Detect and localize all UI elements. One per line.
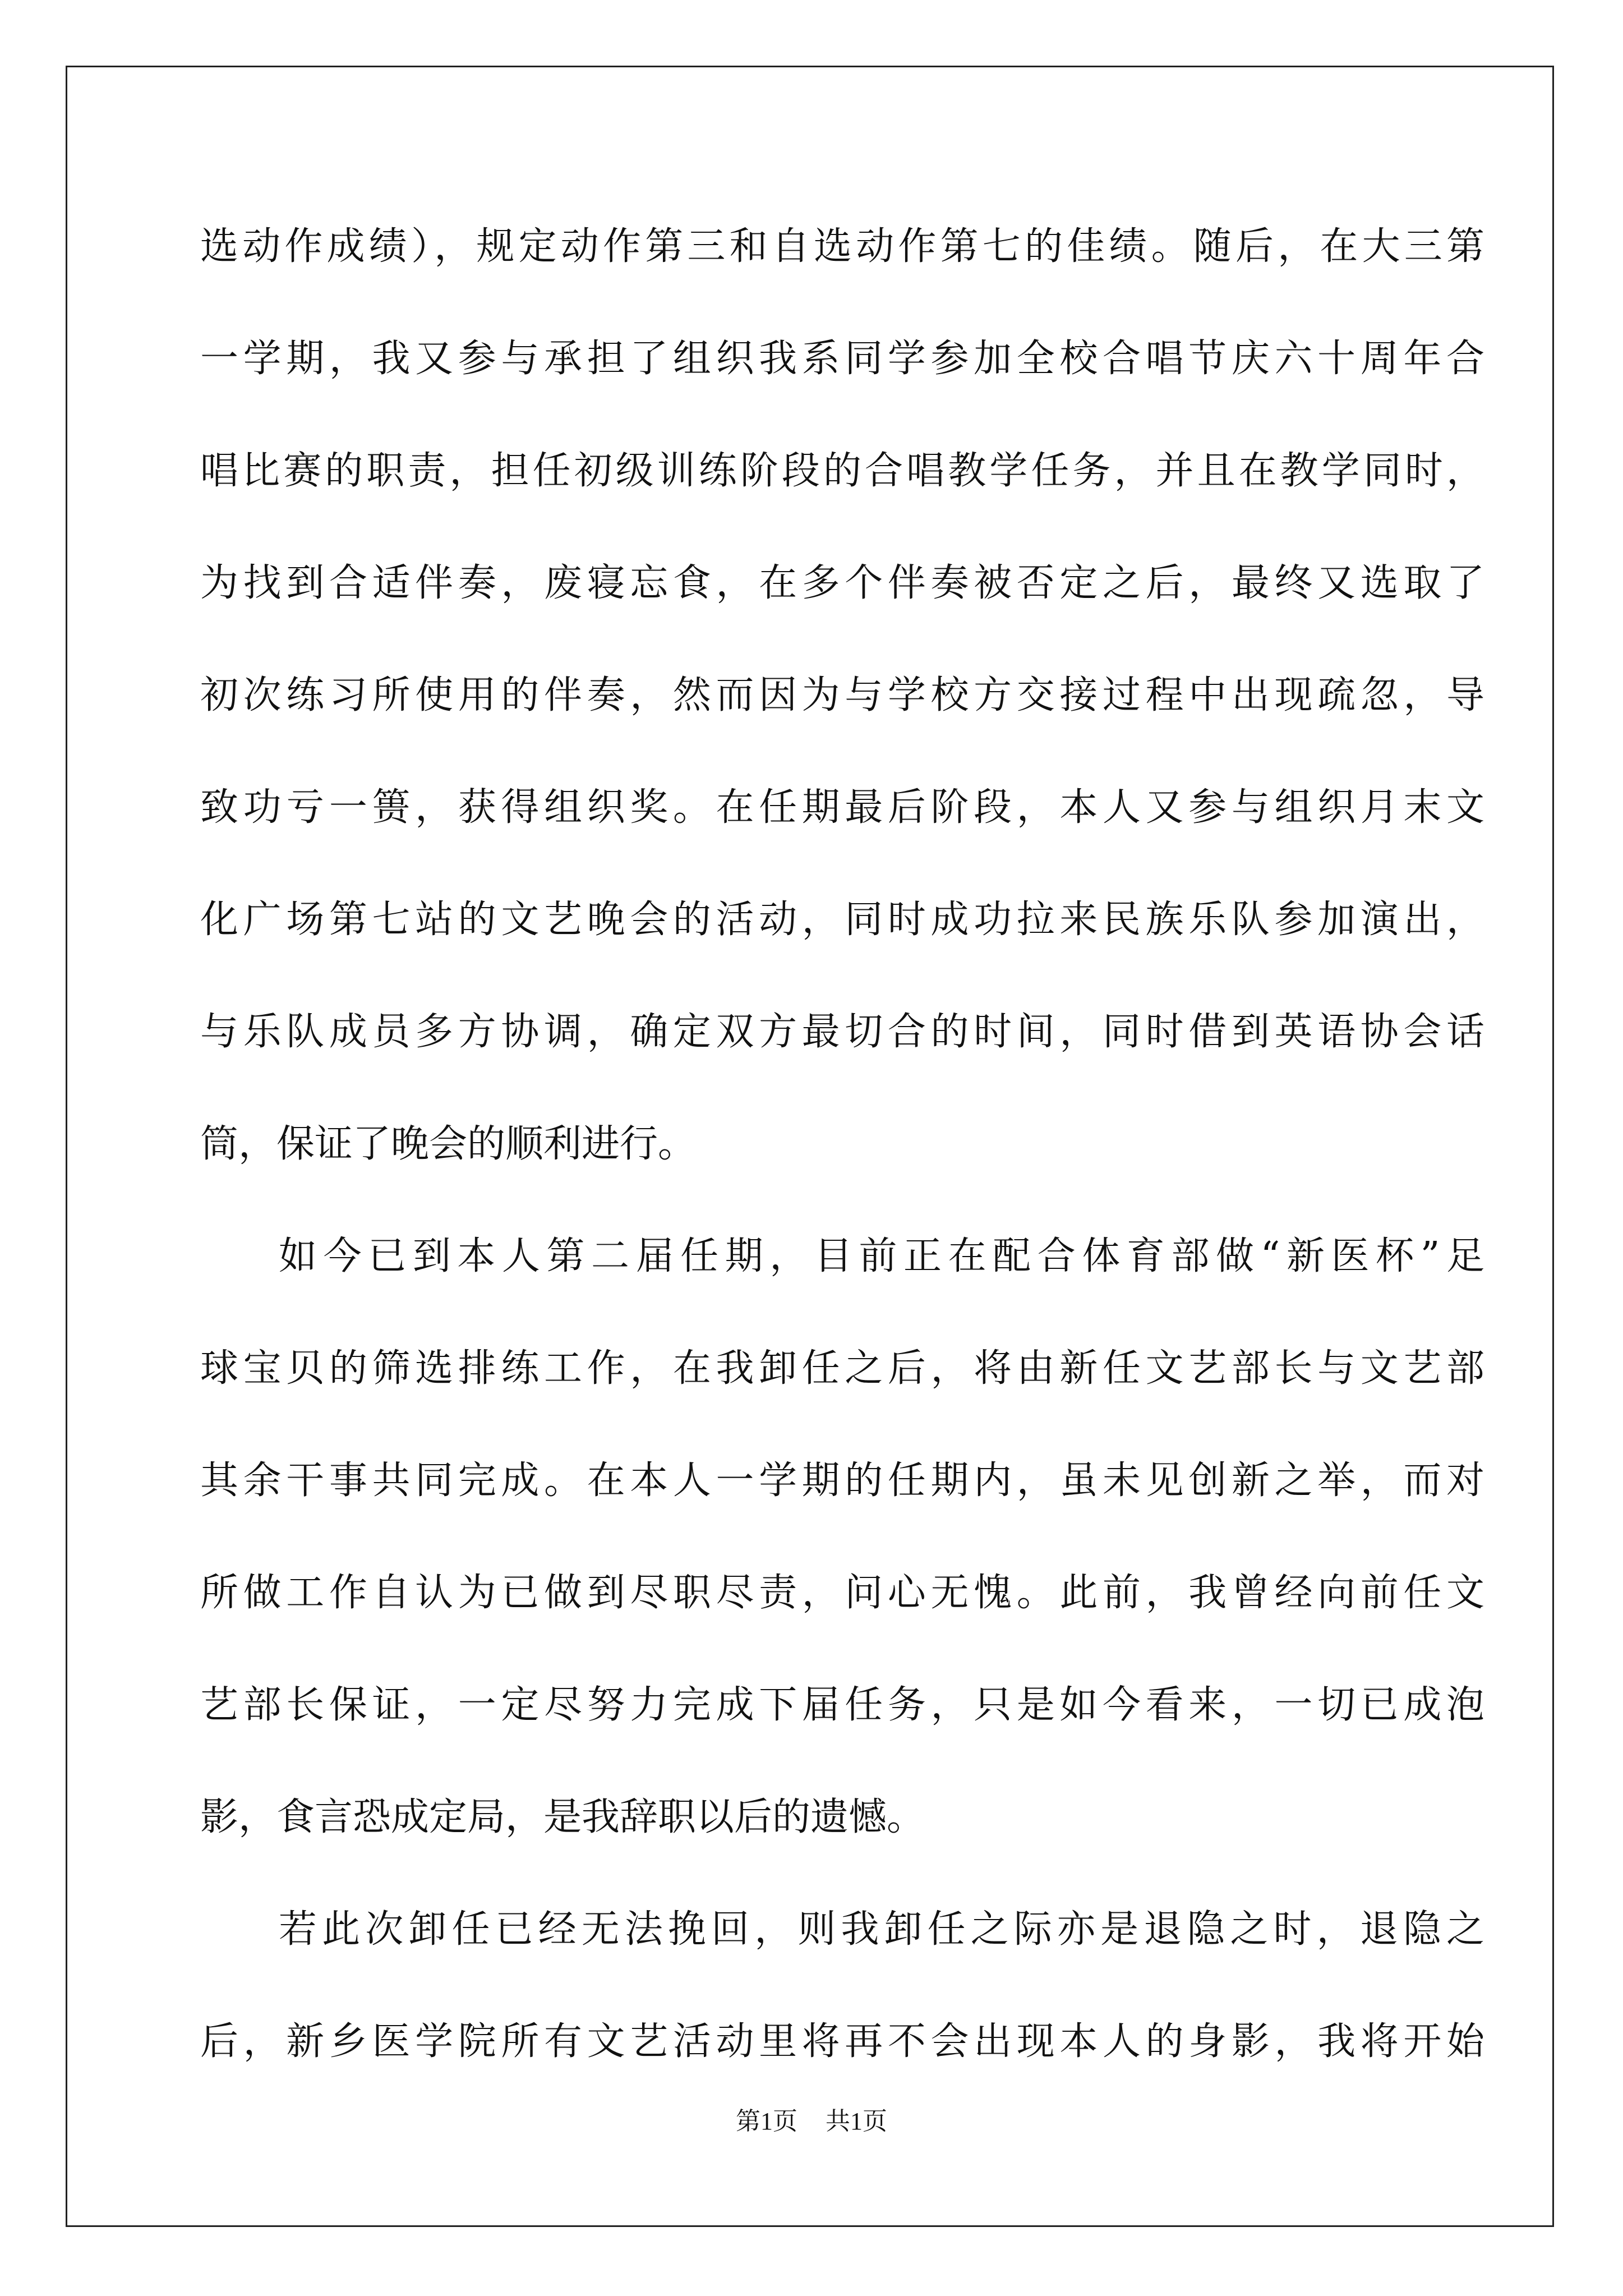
page-number-total: 共1页 [826, 2108, 887, 2135]
text-line: 为找到合适伴奏，废寝忘食，在多个伴奏被否定之后，最终又选取了 [200, 561, 1484, 605]
text-line: 其余干事共同完成。在本人一学期的任期内，虽未见创新之举，而对 [200, 1458, 1484, 1503]
text-line: 如今已到本人第二届任期，目前正在配合体育部做“新医杯”足 [279, 1234, 1484, 1278]
text-line: 选动作成绩），规定动作第三和自选动作第七的佳绩。随后，在大三第 [200, 224, 1484, 269]
text-line: 与乐队成员多方协调，确定双方最切合的时间，同时借到英语协会话 [200, 1010, 1484, 1054]
text-line: 致功亏一篑，获得组织奖。在任期最后阶段，本人又参与组织月末文 [200, 785, 1484, 830]
text-line: 球宝贝的筛选排练工作，在我卸任之后，将由新任文艺部长与文艺部 [200, 1346, 1484, 1391]
text-line: 艺部长保证，一定尽努力完成下届任务，只是如今看来，一切已成泡 [200, 1683, 1484, 1727]
text-line: 初次练习所使用的伴奏，然而因为与学校方交接过程中出现疏忽，导 [200, 673, 1484, 717]
text-line: 一学期，我又参与承担了组织我系同学参加全校合唱节庆六十周年合 [200, 337, 1484, 381]
text-line: 化广场第七站的文艺晚会的活动，同时成功拉来民族乐队参加演出， [200, 898, 1484, 942]
text-line: 若此次卸任已经无法挽回，则我卸任之际亦是退隐之时，退隐之 [279, 1907, 1484, 1952]
page-number-current: 第1页 [736, 2108, 797, 2135]
page-footer [0, 2105, 1623, 2138]
text-line: 唱比赛的职责，担任初级训练阶段的合唱教学任务，并且在教学同时， [200, 449, 1484, 493]
text-line: 影，食言恐成定局，是我辞职以后的遗憾。 [200, 1795, 925, 1839]
text-line: 所做工作自认为已做到尽职尽责，问心无愧。此前，我曾经向前任文 [200, 1571, 1484, 1615]
text-line: 后，新乡医学院所有文艺活动里将再不会出现本人的身影，我将开始 [200, 2019, 1484, 2064]
text-line: 筒，保证了晚会的顺利进行。 [200, 1122, 697, 1166]
